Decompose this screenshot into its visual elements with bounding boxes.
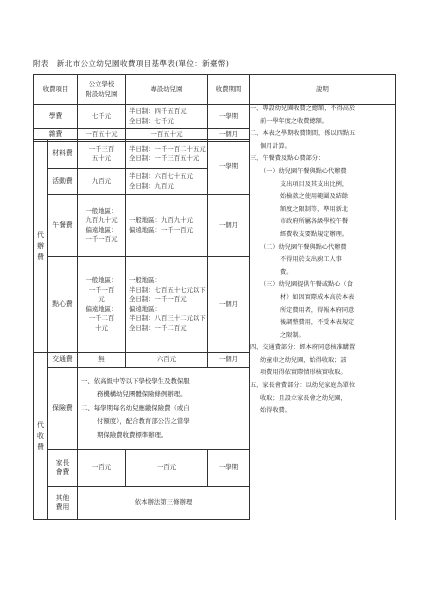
note-line: 個月計算。 xyxy=(260,142,291,150)
snack-public: 一般地區： 一千一百 元 偏遠地區： 一千二百 十元 xyxy=(78,257,126,353)
other-rule: 依本辦法第三條辦理 xyxy=(78,487,250,520)
note-line: 前一學年度之收費總額。 xyxy=(260,117,329,125)
parents-public: 一百元 xyxy=(78,450,126,487)
note-line: 支出項目及其支出比例， xyxy=(280,180,349,188)
note-line: 之限制。 xyxy=(280,331,305,339)
insurance-rules: 一、依高級中等以下學校學生及教保服 務機構幼兒團體保險條例辦理。 二、每學期每名幼兒應繳保險費（或自 付額度），配合教育部公告之當學 期保險費收費標準辦理。 xyxy=(78,368,250,450)
lunch-dedicated: 一般地區：九百九十元 偏遠地區：一千一百元 xyxy=(126,195,208,257)
transport-public: 無 xyxy=(78,353,126,368)
note-line: 幼童車之幼兒園，始得收取；該 xyxy=(260,356,347,364)
note-line: （三）幼兒園提供午餐或點心（食 xyxy=(260,281,353,289)
category-daifan: 代 辦 費 xyxy=(34,140,48,353)
lunch-period: 一個月 xyxy=(208,195,250,257)
tuition-period: 一學期 xyxy=(208,105,250,129)
materials-dedicated: 半日制：一千一百二十五元 全日制：一千三百五十元 xyxy=(126,140,208,169)
parents-period: 一學期 xyxy=(208,450,250,487)
materials-public: 一千三百 五十元 xyxy=(78,140,126,169)
notes-overlay xyxy=(250,103,393,418)
note-line: （二）幼兒園午餐與點心代辦費 xyxy=(260,243,347,251)
note-line: 始得收費。 xyxy=(260,407,291,415)
snack-name: 點心費 xyxy=(48,257,78,353)
snack-period: 一個月 xyxy=(208,257,250,353)
header-notes: 說明 xyxy=(250,75,396,105)
note-line: 一、專設幼兒園收費之總額，不得高於 xyxy=(250,105,356,112)
header-row xyxy=(34,75,396,105)
document-title xyxy=(33,58,403,69)
note-line: 三、午餐費及點心費部分： xyxy=(250,155,325,163)
note-line: 所定費用者，得報本府同意 xyxy=(280,306,355,314)
note-line: 後調整費用，不受本表規定 xyxy=(280,319,355,327)
note-line: 收取；且設立家長會之幼兒園， xyxy=(260,394,347,402)
category-daishou: 代 收 費 xyxy=(34,353,48,520)
activity-name: 活動費 xyxy=(48,169,78,195)
misc-public: 一百五十元 xyxy=(78,129,126,142)
note-line: 材）如因實際成本高於本表 xyxy=(280,293,355,301)
insurance-name: 保險費 xyxy=(48,368,78,450)
lunch-name: 午餐費 xyxy=(48,195,78,257)
transport-period: 一個月 xyxy=(208,353,250,368)
header-item: 收費項目 xyxy=(34,75,78,105)
note-line: 費。 xyxy=(280,268,293,276)
lunch-public: 一般地區： 九百九十元 偏遠地區： 一千一百元 xyxy=(78,195,126,257)
note-line: 項費用得依實際情形核實收取。 xyxy=(260,369,347,377)
note-line: 二、本表之學期收費期間，係以四點五 xyxy=(250,130,356,138)
tuition-name: 學費 xyxy=(34,105,78,129)
parents-dedicated: 一百元 xyxy=(126,450,208,487)
note-line: 額度之限制等，準用新北 xyxy=(280,205,349,213)
header-public-school: 公立學校 附設幼兒園 xyxy=(78,75,126,105)
tuition-dedicated: 半日制：四千五百元 全日制：七千元 xyxy=(126,105,208,129)
misc-dedicated: 一百五十元 xyxy=(126,129,208,142)
misc-period: 一個月 xyxy=(208,129,250,142)
tuition-public: 七千元 xyxy=(78,105,126,129)
transport-name: 交通費 xyxy=(48,353,78,368)
parents-name: 家長 會費 xyxy=(48,450,78,487)
note-line: 市政府所屬各級學校午餐 xyxy=(280,218,349,226)
note-line: 不得用於支出廚工人事 xyxy=(280,256,342,264)
activity-dedicated: 半日制：六百七十五元 全日制：九百元 xyxy=(126,169,208,195)
other-name: 其他 費用 xyxy=(48,487,78,520)
semester-period: 一學期 xyxy=(208,140,250,195)
note-line: （一）幼兒園午餐與點心代辦費 xyxy=(260,167,347,175)
header-dedicated: 專設幼兒園 xyxy=(126,75,208,105)
header-period: 收費期間 xyxy=(208,75,250,105)
note-line: 四、交通費部分：經本府同意核准購置 xyxy=(250,344,356,352)
title-text: 新北市公立幼兒園收費項目基準表(單位：新臺幣) xyxy=(56,59,230,68)
materials-name: 材料費 xyxy=(48,140,78,169)
activity-public: 九百元 xyxy=(78,169,126,195)
note-line: 五、家長會費部分：以幼兒家庭為單位 xyxy=(250,382,356,390)
snack-dedicated: 一般地區： 半日制：七百五十七元以下 全日制：一千一百元 偏遠地區： 半日制：八百三十二元以下 全日制：一千二百元 xyxy=(126,257,208,353)
transport-dedicated: 六百元 xyxy=(126,353,208,368)
note-line: 經費收支要點規定辦理。 xyxy=(280,230,349,238)
misc-name: 雜費 xyxy=(34,129,78,142)
title-label: 附表 xyxy=(33,59,49,68)
note-line: 始檢款之使用範圍及結餘 xyxy=(280,193,349,201)
